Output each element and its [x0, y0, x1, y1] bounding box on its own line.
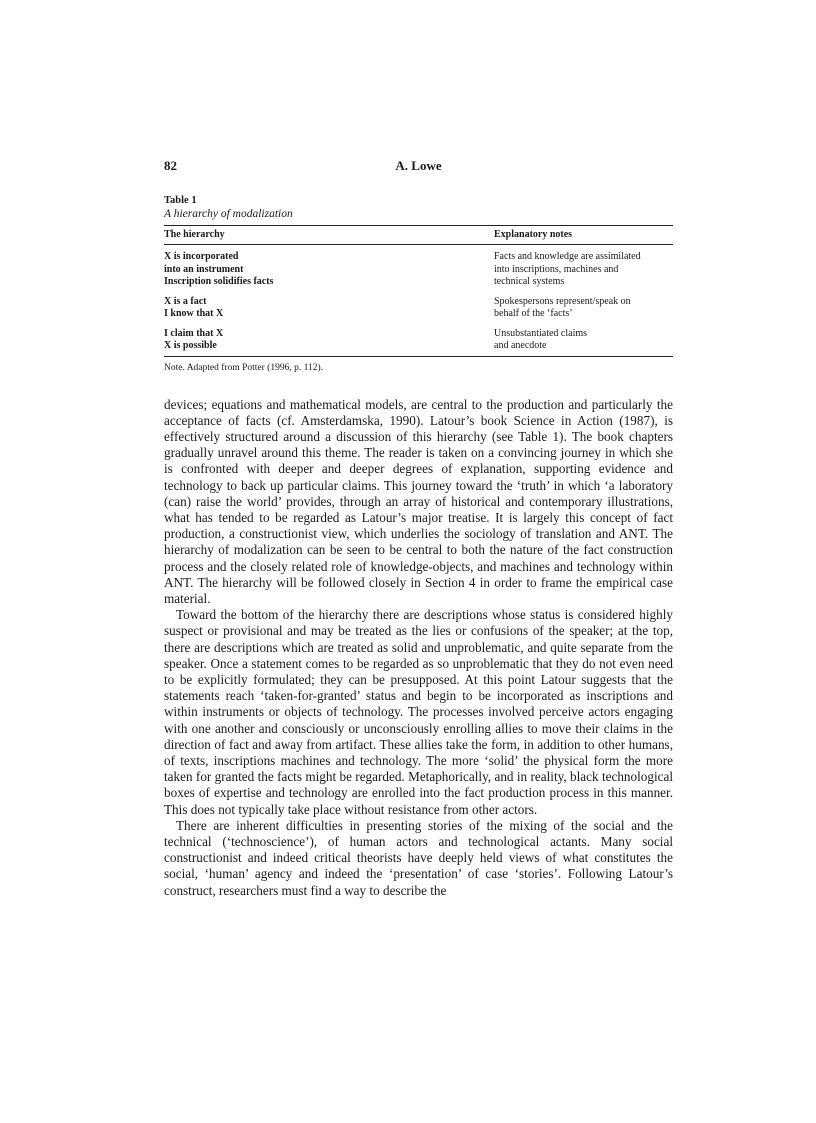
notes-cell	[494, 296, 673, 321]
hierarchy-line: I know that X	[164, 308, 224, 319]
hierarchy-line: X is incorporated	[164, 251, 239, 262]
modalization-table	[164, 225, 673, 357]
table-row	[164, 246, 673, 289]
table-label: Table 1	[164, 195, 197, 206]
notes-line: Spokespersons represent/speak on	[494, 295, 631, 307]
hierarchy-line: I claim that X	[164, 327, 224, 339]
paragraph: There are inherent difficulties in presenting stories of the mixing of the social and the technical (‘technoscience’), of human actors and technological actants. Many social constructionist and indeed critical theorists have deeply held views of what constitutes the social, ‘human’ agency and indeed the ‘presentation’ of case ‘stories’. Following Latour’s construct, researchers must find a way to describe the	[164, 817, 673, 898]
table-caption: A hierarchy of modalization	[164, 208, 293, 220]
hierarchy-cell	[164, 296, 494, 321]
page	[164, 158, 673, 899]
table-row	[164, 328, 673, 357]
notes-line: technical systems	[494, 276, 565, 287]
hierarchy-cell	[164, 246, 494, 289]
notes-line: into inscriptions, machines and	[494, 263, 619, 275]
running-head	[164, 158, 673, 178]
notes-line: Facts and knowledge are assimilated	[494, 251, 641, 262]
running-title-author: A. Lowe	[395, 158, 442, 173]
notes-line: behalf of the ‘facts’	[494, 308, 573, 319]
paragraph: devices; equations and mathematical models, are central to the production and particularly the acceptance of facts (cf. Amsterdamska, 1990). Latour’s book Science in Action (1987), is effectively structured around a discussion of this hierarchy (see Table 1). The book chapters gradually unravel around this theme. The reader is taken on a convincing journey in which she is confronted with deeper and deeper degrees of explanation, supporting evidence and technology to back up particular claims. This journey toward the ‘truth’ in which ‘a laboratory (can) raise the world’ provides, through an array of historical and contemporary illustrations, what has tended to be regarded as Latour’s major treatise. It is largely this concept of fact production, a constructionist view, which underlies the sociology of translation and ANT. The hierarchy of modalization can be seen to be central to both the nature of the fact construction process and the closely related role of knowledge-objects, and machines and technology within ANT. The hierarchy will be followed closely in Section 4 in order to frame the empirical case material.	[164, 396, 673, 606]
table-note: Note. Adapted from Potter (1996, p. 112).	[164, 362, 324, 373]
hierarchy-line: X is possible	[164, 340, 217, 351]
column-header-hierarchy: The hierarchy	[164, 226, 494, 245]
notes-line: Unsubstantiated claims	[494, 327, 588, 339]
body-text	[164, 397, 673, 899]
column-header-notes: Explanatory notes	[494, 226, 673, 245]
notes-cell	[494, 246, 673, 289]
notes-line: and anecdote	[494, 340, 547, 351]
notes-cell	[494, 328, 673, 357]
page-number: 82	[164, 158, 177, 173]
hierarchy-line: X is a fact	[164, 295, 207, 307]
table-row	[164, 296, 673, 321]
paragraph: Toward the bottom of the hierarchy there are descriptions whose status is considered highly suspect or provisional and may be treated as the lies or confusions of the speaker; at the top, there are descriptions which are treated as solid and unproblematic, and quite separate from the speaker. Once a statement comes to be regarded as so unproblematic that they do not even need to be explicitly formulated; they can be presupposed. At this point Latour suggests that the statements reach ‘taken-for-granted’ status and begin to be incorporated as inscriptions and within instruments or objects of technology. The processes involved perceive actors engaging with one another and consciously or unconsciously enrolling allies to move their claims in the direction of fact and away from artifact. These allies take the form, in addition to other humans, of texts, inscriptions machines and technology. The more ‘solid’ the physical form the more taken for granted the facts might be regarded. Metaphorically, and in reality, black technological boxes of expertise and technology are enrolled into the fact production process in this manner. This does not typically take place without resistance from other actors.	[164, 607, 673, 817]
hierarchy-line: Inscription solidifies facts	[164, 276, 274, 287]
hierarchy-line: into an instrument	[164, 263, 244, 275]
hierarchy-cell	[164, 328, 494, 357]
